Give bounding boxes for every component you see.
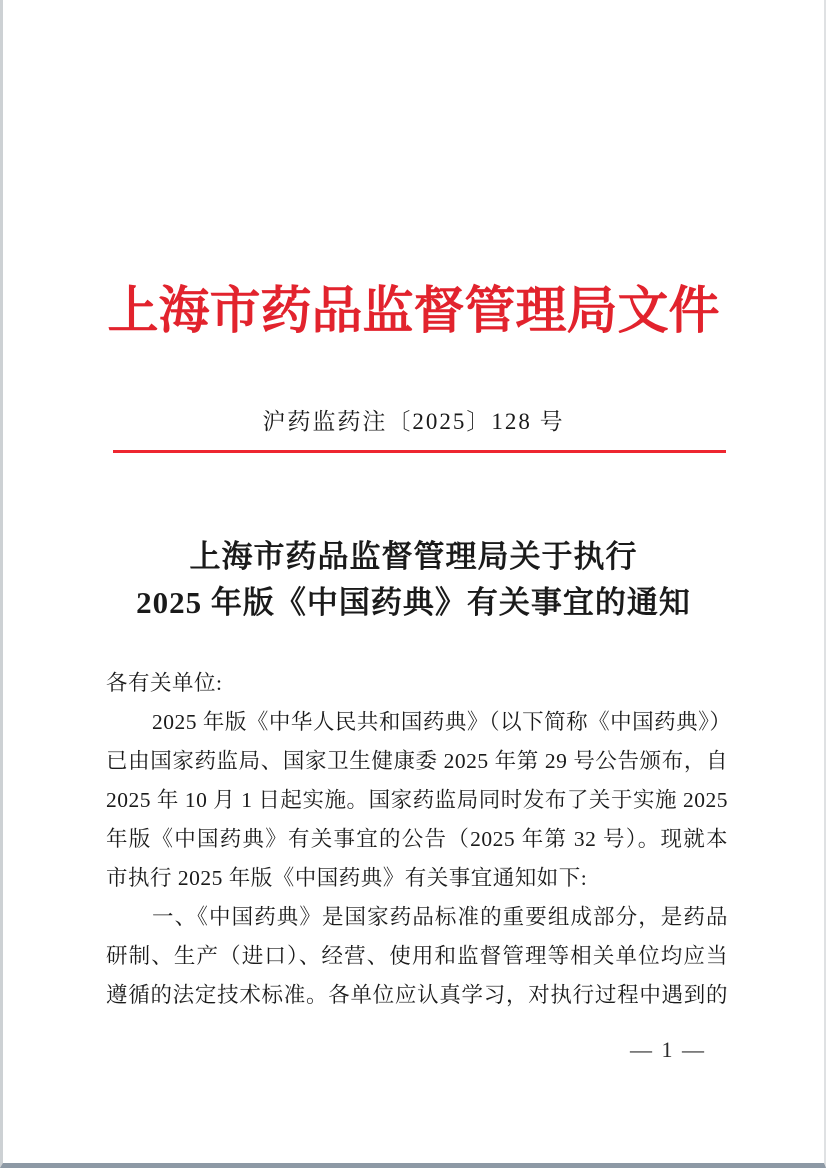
body-line: 2025 年 10 月 1 日起实施。国家药监局同时发布了关于实施 2025: [106, 788, 728, 812]
body-line: 已由国家药监局、国家卫生健康委 2025 年第 29 号公告颁布，自: [106, 749, 728, 773]
red-separator-line: [113, 450, 726, 453]
body-line: 遵循的法定技术标准。各单位应认真学习，对执行过程中遇到的: [106, 983, 728, 1007]
notice-title: [3, 534, 824, 626]
notice-title-line2: 2025 年版《中国药典》有关事宜的通知: [136, 585, 691, 620]
agency-header: 上海市药品监督管理局文件: [107, 284, 720, 340]
notice-title-line1: 上海市药品监督管理局关于执行: [189, 539, 638, 574]
document-number: 沪药监药注〔2025〕128 号: [262, 409, 565, 434]
body-text: [106, 664, 732, 1015]
body-line: 市执行 2025 年版《中国药典》有关事宜通知如下:: [106, 866, 588, 890]
body-line: 2025 年版《中华人民共和国药典》（以下简称《中国药典》）: [152, 710, 732, 734]
body-line: 一、《中国药典》是国家药品标准的重要组成部分，是药品: [152, 905, 728, 929]
page-number: — 1 —: [630, 1037, 706, 1062]
body-line: 研制、生产（进口）、经营、使用和监督管理等相关单位均应当: [106, 944, 728, 968]
body-line: 年版《中国药典》有关事宜的公告（2025 年第 32 号）。现就本: [106, 827, 728, 851]
body-line: 各有关单位:: [106, 671, 223, 695]
